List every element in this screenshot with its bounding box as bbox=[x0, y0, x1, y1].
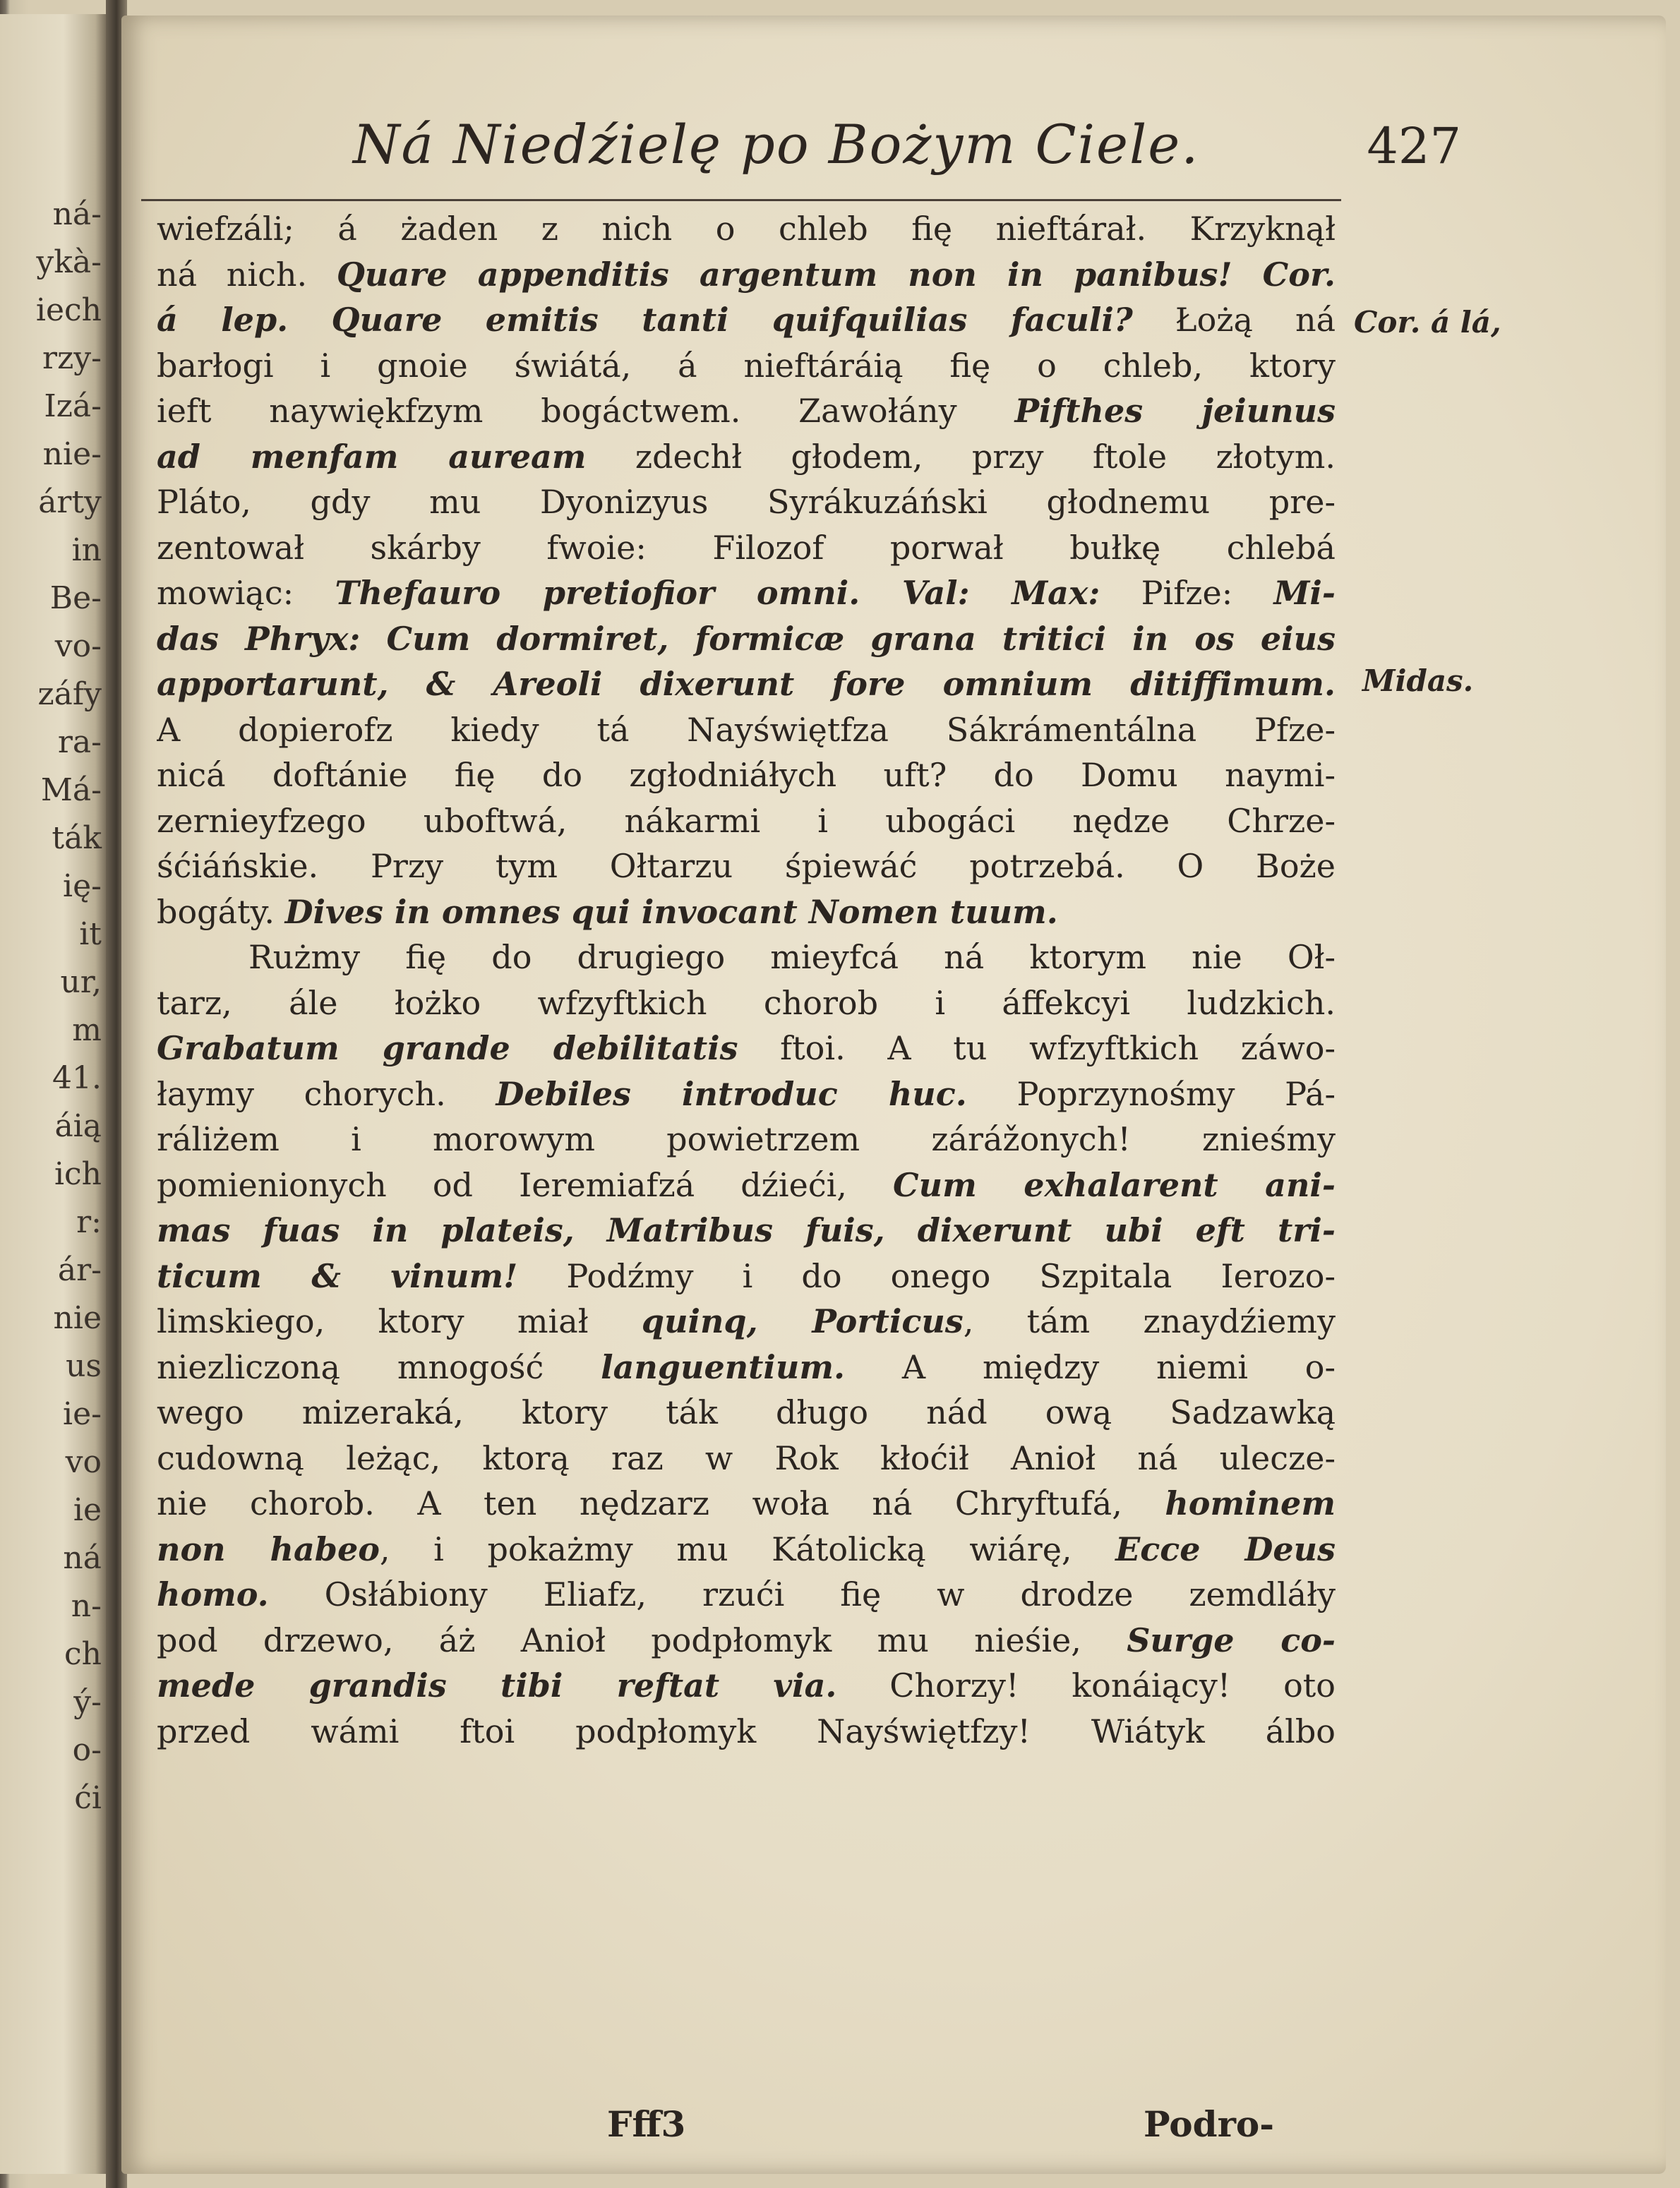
text-segment: , tám znaydźiemy bbox=[963, 1302, 1336, 1340]
text-line bbox=[157, 1527, 1336, 1573]
latin-quote: non habeo bbox=[157, 1529, 380, 1568]
left-page-fragment: m bbox=[72, 1012, 102, 1048]
left-page-fragment: áią bbox=[54, 1108, 102, 1144]
text-segment: barłogi i gnoie świátá, á nieftáráią fię o chleb, ktory bbox=[157, 346, 1336, 385]
text-segment: Pifze: bbox=[1100, 574, 1274, 612]
left-page-fragment: ra- bbox=[57, 724, 102, 760]
text-segment: wiefzáli; á żaden z nich o chleb fię nieftárał. Krzyknął bbox=[157, 210, 1336, 248]
body-text bbox=[157, 206, 1336, 1754]
left-page-fragment: in bbox=[71, 532, 102, 568]
text-line bbox=[157, 1572, 1336, 1618]
left-page-fragment: ich bbox=[54, 1156, 102, 1192]
latin-quote: languentium. bbox=[601, 1347, 846, 1386]
text-line bbox=[157, 616, 1336, 662]
left-page-fragment: vo- bbox=[54, 628, 102, 664]
left-page-fragment: árty bbox=[38, 484, 102, 520]
text-line bbox=[157, 297, 1336, 343]
left-page-fragment: ykà- bbox=[36, 244, 102, 280]
left-page-fragment: 41. bbox=[52, 1060, 102, 1096]
page-number: 427 bbox=[1367, 117, 1461, 175]
left-page-fragment: rzy- bbox=[42, 340, 102, 376]
text-line bbox=[157, 889, 1336, 935]
text-line bbox=[157, 1345, 1336, 1390]
text-segment: nicá doftánie fię do zgłodniáłych uft? do Domu naymi- bbox=[157, 756, 1336, 794]
text-line bbox=[157, 1162, 1336, 1208]
text-line bbox=[157, 525, 1336, 571]
text-line bbox=[157, 661, 1336, 707]
left-page-fragment: ie bbox=[73, 1492, 102, 1528]
left-page-fragment: n- bbox=[71, 1588, 102, 1624]
text-segment: zernieyfzego uboftwá, nákarmi i ubogáci nędze Chrze- bbox=[157, 801, 1336, 840]
latin-quote: Mi- bbox=[1273, 574, 1336, 612]
left-page-fragment: ur, bbox=[60, 964, 102, 1000]
text-segment: A dopierofz kiedy tá Nayświętfza Sákrámentálna Pfze- bbox=[157, 710, 1336, 749]
text-segment: śćiáńskie. Przy tym Ołtarzu śpiewáć potrzebá. O Boże bbox=[157, 847, 1336, 885]
margin-note-midas: Midas. bbox=[1362, 663, 1474, 698]
text-line bbox=[157, 1254, 1336, 1299]
text-segment: ráliżem i morowym powietrzem zárážonych! znieśmy bbox=[157, 1120, 1336, 1158]
latin-quote: ad menfam auream bbox=[157, 437, 587, 476]
latin-quote: Quare appenditis argentum non in panibus! Cor. bbox=[336, 255, 1336, 294]
text-line bbox=[157, 1117, 1336, 1162]
text-line bbox=[157, 752, 1336, 798]
text-segment: Osłábiony Eliafz, rzući fię w drodze zemdláły bbox=[268, 1575, 1336, 1613]
latin-quote: á lep. Quare emitis tanti quifquilias faculi? bbox=[157, 301, 1133, 339]
margin-note-cor: Cor. á lá, bbox=[1354, 305, 1501, 339]
left-page-fragment: Be- bbox=[49, 580, 102, 616]
left-page-fragment: vo bbox=[65, 1444, 102, 1480]
left-page-fragment: ý- bbox=[73, 1684, 102, 1720]
text-segment: Poprzynośmy Pá- bbox=[966, 1074, 1336, 1113]
latin-quote: quinq, Porticus bbox=[641, 1302, 964, 1340]
left-page-fragment: ná bbox=[63, 1540, 102, 1576]
left-page-fragment: ch bbox=[64, 1636, 102, 1672]
text-line bbox=[157, 206, 1336, 252]
latin-quote: Grabatum grande debilitatis bbox=[157, 1029, 738, 1067]
text-segment: cudowną leżąc, ktorą raz w Rok kłoćił Anioł ná ulecze- bbox=[157, 1438, 1336, 1477]
latin-quote: mas fuas in plateis, Matribus fuis, dixerunt ubi eft tri- bbox=[157, 1211, 1336, 1249]
text-segment: , i pokażmy mu Kátolicką wiárę, bbox=[379, 1529, 1116, 1568]
text-segment: łaymy chorych. bbox=[157, 1074, 496, 1113]
latin-quote: Thefauro pretiofior omni. Val: Max: bbox=[335, 574, 1100, 612]
text-segment: tarz, ále łożko wfzyftkich chorob i áffekcyi ludzkich. bbox=[157, 983, 1336, 1022]
left-page-fragment: r: bbox=[76, 1204, 102, 1240]
text-line bbox=[157, 798, 1336, 844]
text-segment: Podźmy i do onego Szpitala Ierozo- bbox=[517, 1256, 1336, 1295]
latin-quote: Surge co- bbox=[1127, 1621, 1336, 1659]
text-line bbox=[157, 843, 1336, 889]
text-segment: wego mizeraká, ktory ták długo nád ową Sadzawką bbox=[157, 1393, 1336, 1431]
text-line bbox=[157, 1663, 1336, 1709]
left-page-fragment: ći bbox=[74, 1780, 102, 1816]
header-rule bbox=[141, 199, 1341, 201]
text-line bbox=[157, 1390, 1336, 1436]
text-segment: ftoi. A tu wfzyftkich záwo- bbox=[738, 1029, 1336, 1067]
text-segment: pomienionych od Ieremiafzá dźieći, bbox=[157, 1165, 894, 1204]
latin-quote: Pifthes jeiunus bbox=[1014, 392, 1336, 430]
text-line bbox=[157, 434, 1336, 480]
text-segment: ieft naywiękfzym bogáctwem. Zawołány bbox=[157, 392, 1015, 430]
text-segment: Pláto, gdy mu Dyonizyus Syrákuzáński głodnemu pre- bbox=[157, 483, 1336, 521]
page-header bbox=[233, 113, 1475, 191]
text-line bbox=[157, 1208, 1336, 1254]
text-line bbox=[157, 1071, 1336, 1117]
text-line bbox=[157, 1709, 1336, 1755]
left-page-fragment: Izá- bbox=[44, 388, 102, 424]
text-segment: niezliczoną mnogość bbox=[157, 1347, 601, 1386]
latin-quote: homo. bbox=[157, 1575, 269, 1613]
text-segment: zdechł głodem, przy ftole złotym. bbox=[586, 437, 1336, 476]
left-page-fragment: us bbox=[66, 1348, 102, 1384]
latin-quote: Cum exhalarent ani- bbox=[893, 1165, 1336, 1204]
latin-quote: ticum & vinum! bbox=[157, 1256, 518, 1295]
latin-quote: Dives in omnes qui invocant Nomen tuum. bbox=[284, 892, 1058, 931]
left-page-fragment: ię- bbox=[63, 868, 102, 904]
left-page-fragment: záfy bbox=[37, 676, 102, 712]
left-page-fragment: ár- bbox=[57, 1252, 102, 1288]
text-segment: Łożą ná bbox=[1132, 301, 1336, 339]
latin-quote: apportarunt, & Areoli dixerunt fore omnium ditiffimum. bbox=[157, 665, 1336, 703]
left-page-fragment: o- bbox=[72, 1732, 102, 1768]
left-page-fragment: ták bbox=[52, 820, 102, 856]
text-line bbox=[157, 252, 1336, 298]
latin-quote: mede grandis tibi reftat via. bbox=[157, 1666, 837, 1705]
text-segment: zentował skárby fwoie: Filozof porwał bułkę chlebá bbox=[157, 528, 1336, 567]
text-segment: pod drzewo, áż Anioł podpłomyk mu nieśie, bbox=[157, 1621, 1127, 1659]
text-line bbox=[157, 934, 1336, 980]
signature-mark: Fff3 bbox=[607, 2103, 686, 2145]
text-line bbox=[157, 570, 1336, 616]
text-line bbox=[157, 1299, 1336, 1345]
text-line bbox=[157, 388, 1336, 434]
left-page-fragment: Má- bbox=[40, 772, 102, 808]
running-title: Ná Niedźielę po Bożym Ciele. bbox=[353, 113, 1200, 176]
left-page-fragment: nie bbox=[53, 1300, 102, 1336]
text-line bbox=[157, 1481, 1336, 1527]
text-segment: nie chorob. A ten nędzarz woła ná Chryftufá, bbox=[157, 1484, 1165, 1522]
left-page-fragment: ie- bbox=[63, 1396, 102, 1432]
text-segment: Rużmy fię do drugiego mieyfcá ná ktorym nie Oł- bbox=[248, 938, 1336, 976]
left-page-fragment: it bbox=[79, 916, 102, 952]
text-segment: bogáty. bbox=[157, 892, 285, 931]
text-segment: przed wámi ftoi podpłomyk Nayświętfzy! Wiátyk álbo bbox=[157, 1712, 1336, 1750]
left-page-edge bbox=[0, 14, 106, 2174]
text-segment: mowiąc: bbox=[157, 574, 335, 612]
left-page-fragment: nie- bbox=[42, 436, 102, 472]
text-line bbox=[157, 479, 1336, 525]
text-line bbox=[157, 1436, 1336, 1481]
text-line bbox=[157, 980, 1336, 1026]
text-segment: Chorzy! konáiący! oto bbox=[836, 1666, 1336, 1705]
text-line bbox=[157, 707, 1336, 753]
text-segment: limskiego, ktory miał bbox=[157, 1302, 642, 1340]
left-page-fragment: iech bbox=[35, 292, 102, 328]
left-page-fragment: ná- bbox=[52, 196, 102, 232]
text-segment: ná nich. bbox=[157, 255, 337, 294]
text-line bbox=[157, 343, 1336, 389]
text-line bbox=[157, 1618, 1336, 1664]
latin-quote: Debiles introduc huc. bbox=[496, 1074, 967, 1113]
latin-quote: Ecce Deus bbox=[1115, 1529, 1336, 1568]
latin-quote: das Phryx: Cum dormiret, formicæ grana tritici in os eius bbox=[157, 619, 1336, 658]
text-line bbox=[157, 1026, 1336, 1071]
text-segment: A między niemi o- bbox=[845, 1347, 1336, 1386]
catchword: Podro- bbox=[1144, 2103, 1275, 2145]
latin-quote: hominem bbox=[1165, 1484, 1336, 1522]
